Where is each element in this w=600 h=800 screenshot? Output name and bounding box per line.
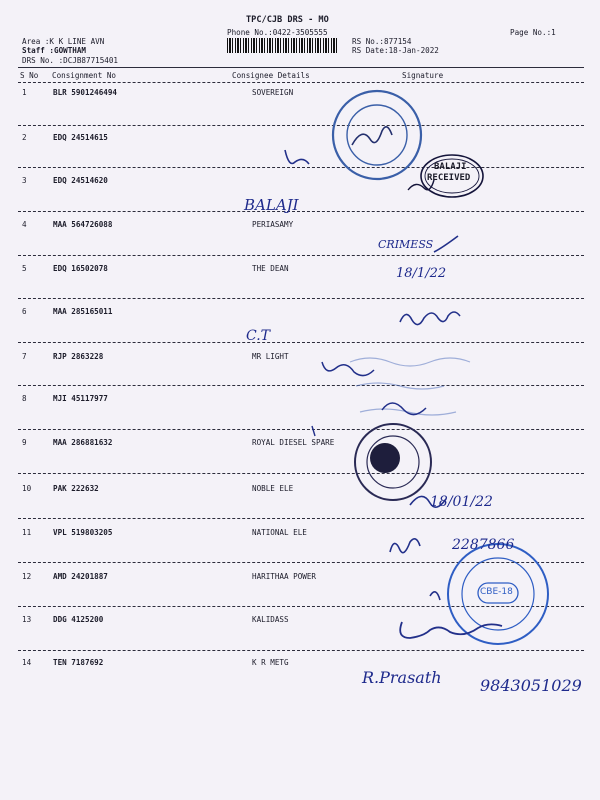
handwriting-balaji: BALAJI — [244, 196, 299, 214]
row-12-no: 12 — [22, 572, 32, 581]
mr-light-stamp — [340, 338, 510, 446]
rs-date: RS Date:18-Jan-2022 — [352, 46, 439, 55]
col-consignment: Consignment No — [52, 71, 117, 80]
row-4-consignment: MAA 564726088 — [53, 220, 113, 229]
sheet-title: TPC/CJB DRS - MO — [246, 15, 329, 25]
staff-label: Staff :GOWTHAM — [22, 46, 87, 55]
row-1-no: 1 — [22, 88, 27, 97]
handwriting-number-1: 2287866 — [452, 537, 515, 553]
handwriting-date-1: 18/1/22 — [396, 266, 447, 281]
handwriting-crimess: CRIMESS — [378, 238, 434, 251]
signature-row-2 — [285, 150, 309, 164]
row-1-consignee: SOVEREIGN — [252, 88, 294, 97]
handwriting-ct: C.T — [246, 328, 271, 344]
stamp-balaji: BALAJI — [434, 162, 467, 172]
col-signature: Signature — [402, 71, 444, 80]
row-3-consignment: EDQ 24514620 — [53, 176, 108, 185]
col-sno: S No — [20, 71, 39, 80]
signature-row-6 — [400, 312, 460, 325]
row-1-consignment: BLR 5901246494 — [53, 88, 118, 97]
sovereign-stamp — [333, 91, 421, 179]
row-3-no: 3 — [22, 176, 27, 185]
row-14-consignment: TEN 7187692 — [53, 658, 104, 667]
row-13-no: 13 — [22, 615, 32, 624]
royal-diesel-stamp — [355, 424, 431, 500]
row-5-no: 5 — [22, 264, 27, 273]
area-label: Area :K K LINE AVN — [22, 37, 105, 46]
row-7-consignment: RJP 2863228 — [53, 352, 104, 361]
signature-row-11 — [390, 539, 420, 553]
row-14-no: 14 — [22, 658, 32, 667]
row-10-no: 10 — [22, 484, 32, 493]
signature-row-4 — [434, 236, 458, 252]
stamp-received: RECEIVED — [427, 173, 471, 183]
rs-number: RS No.:877154 — [352, 37, 412, 46]
row-4-no: 4 — [22, 220, 27, 229]
row-12-consignee: HARITHAA POWER — [252, 572, 317, 581]
row-12-consignment: AMD 24201887 — [53, 572, 108, 581]
row-10-consignee: NOBLE ELE — [252, 484, 294, 493]
page-number: Page No.:1 — [510, 28, 556, 37]
phone-number: Phone No.:0422-3505555 — [227, 28, 328, 37]
handwriting-number-2: 9843051029 — [480, 676, 582, 695]
row-10-consignment: PAK 222632 — [53, 484, 99, 493]
signature-row-9 — [312, 426, 315, 436]
row-6-no: 6 — [22, 307, 27, 316]
signature-row-7 — [322, 362, 374, 376]
row-7-consignee: MR LIGHT — [252, 352, 289, 361]
row-5-consignee: THE DEAN — [252, 264, 289, 273]
row-9-consignee: ROYAL DIESEL SPARE — [252, 438, 335, 447]
signature-row-13 — [400, 622, 502, 638]
row-8-no: 8 — [22, 394, 27, 403]
row-7-no: 7 — [22, 352, 27, 361]
drs-number: DRS No. :DCJB87715401 — [22, 56, 119, 65]
row-5-consignment: EDQ 16502078 — [53, 264, 108, 273]
row-11-no: 11 — [22, 528, 32, 537]
signature-row-12 — [430, 592, 440, 600]
row-13-consignee: KALIDASS — [252, 615, 289, 624]
row-13-consignment: DDG 4125200 — [53, 615, 104, 624]
row-2-consignment: EDQ 24514615 — [53, 133, 108, 142]
handwriting-date-2: 18/01/22 — [430, 494, 493, 510]
row-8-consignment: MJI 45117977 — [53, 394, 108, 403]
stamp-cbe: CBE-18 — [480, 587, 513, 597]
handwriting-prasath: R.Prasath — [362, 668, 442, 687]
row-9-no: 9 — [22, 438, 27, 447]
row-11-consignment: VPL 519803205 — [53, 528, 113, 537]
row-2-no: 2 — [22, 133, 27, 142]
row-14-consignee: K R METG — [252, 658, 289, 667]
row-6-consignment: MAA 285165011 — [53, 307, 113, 316]
row-11-consignee: NATIONAL ELE — [252, 528, 307, 537]
col-consignee: Consignee Details — [232, 71, 310, 80]
row-4-consignee: PERIASAMY — [252, 220, 294, 229]
row-9-consignment: MAA 286881632 — [53, 438, 113, 447]
